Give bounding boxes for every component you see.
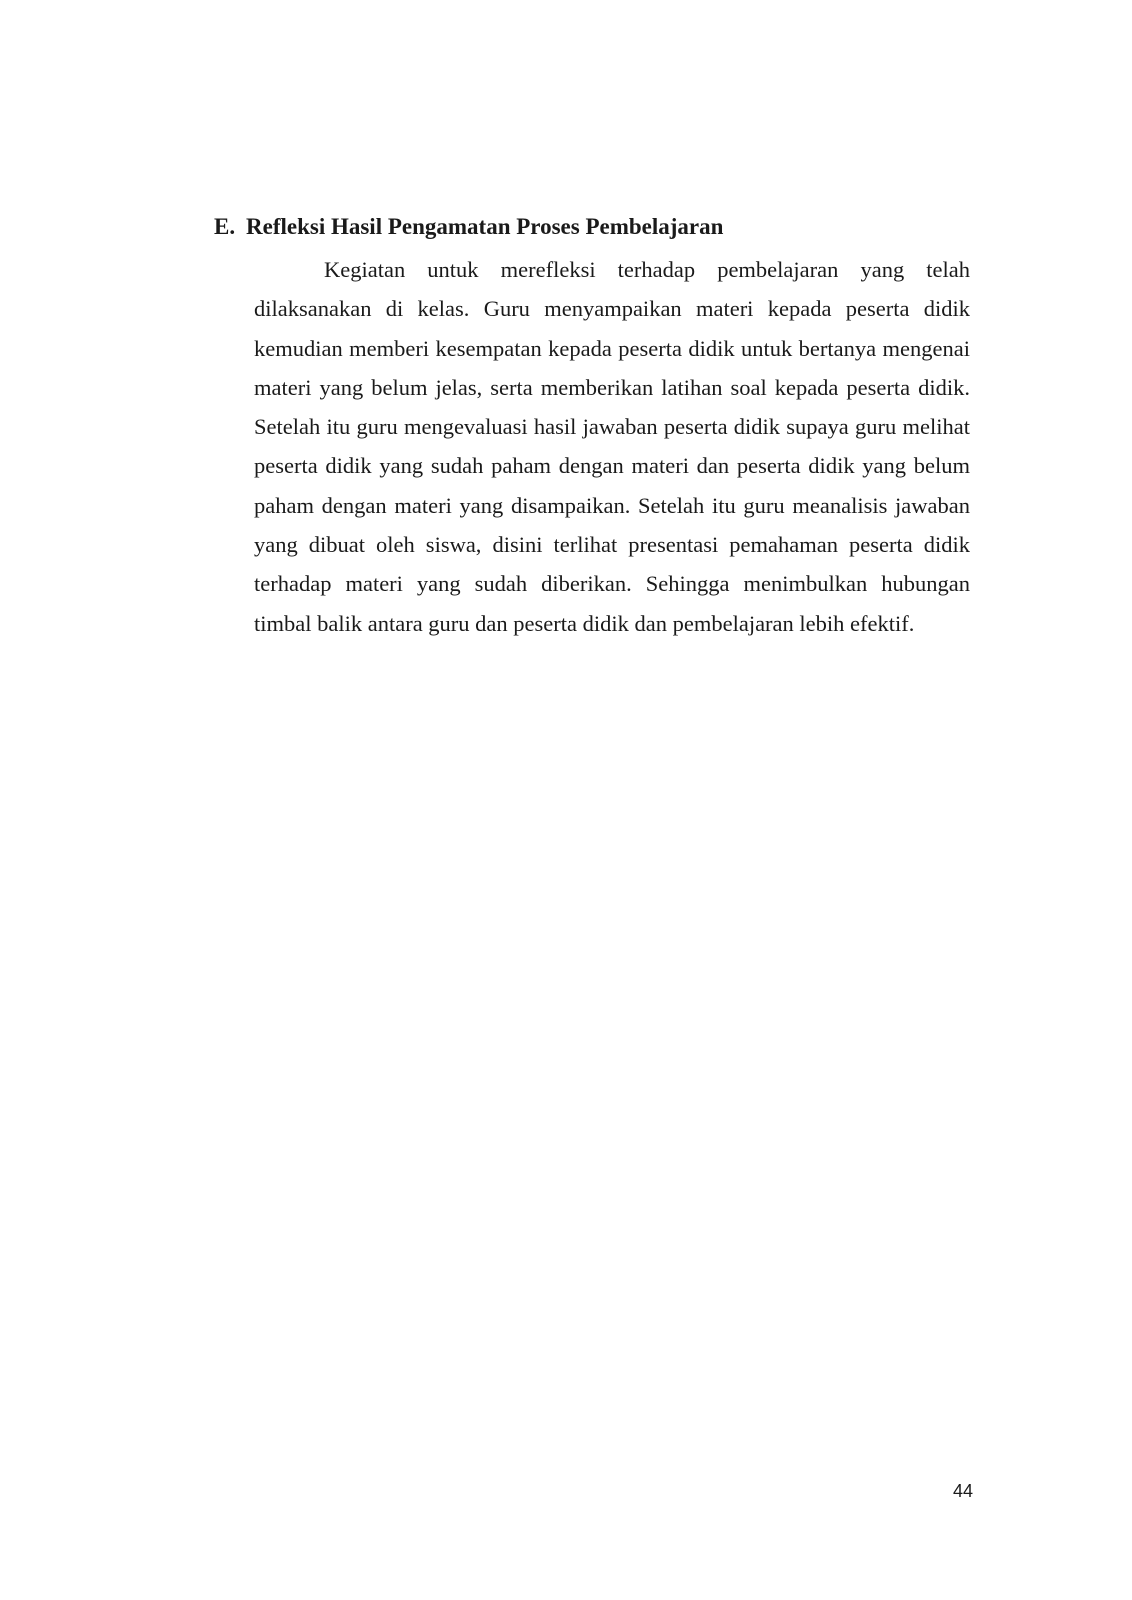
section-heading (214, 213, 723, 241)
page-number: 44 (952, 1481, 973, 1501)
section-title: Refleksi Hasil Pengamatan Proses Pembelajaran (246, 214, 724, 239)
body-paragraph: Kegiatan untuk merefleksi terhadap pembelajaran yang telah dilaksanakan di kelas. Guru menyampaikan materi kepada peserta didik kemudian memberi kesempatan kepada peserta didik untuk bertanya mengenai materi yang belum jelas, serta memberikan latihan soal kepada peserta didik. Setelah itu guru mengevaluasi hasil jawaban peserta didik supaya guru melihat peserta didik yang sudah paham dengan materi dan peserta didik yang belum paham dengan materi yang disampaikan. Setelah itu guru meanalisis jawaban yang dibuat oleh siswa, disini terlihat presentasi pemahaman peserta didik terhadap materi yang sudah diberikan. Sehingga menimbulkan hubungan timbal balik antara guru dan peserta didik dan pembelajaran lebih efektif. (254, 257, 970, 636)
section-letter: E. (214, 214, 236, 239)
